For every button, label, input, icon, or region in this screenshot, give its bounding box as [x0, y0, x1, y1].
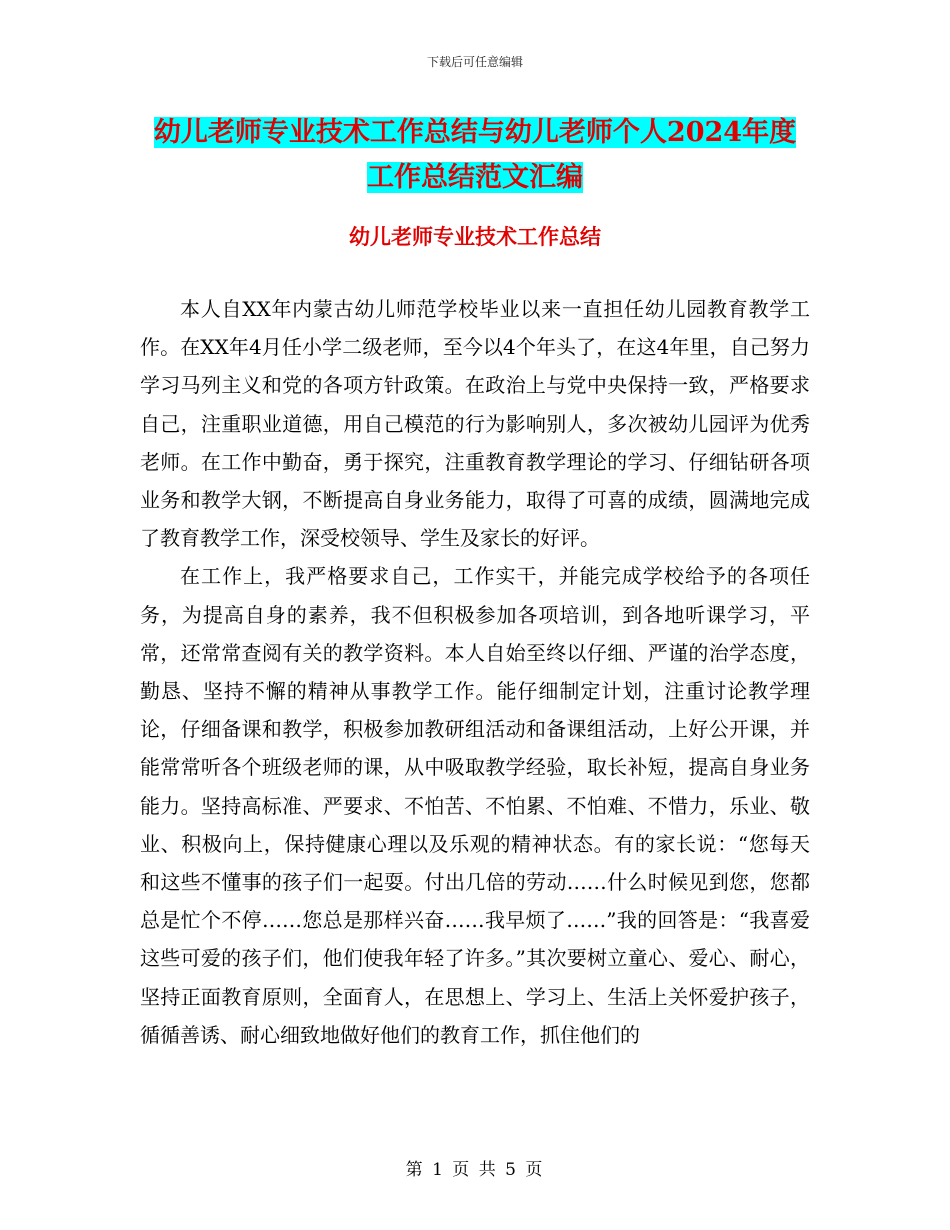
paragraph: 本人自XX年内蒙古幼儿师范学校毕业以来一直担任幼儿园教育教学工作。在XX年4月任小学二级老师，至今以4个年头了，在这4年里，自己努力学习马列主义和党的各项方针政策。在政治上与党中央保持一致，严格要求自己，注重职业道德，用自己模范的行为影响别人，多次被幼儿园评为优秀老师。在工作中勤奋，勇于探究，注重教育教学理论的学习、仔细钻研各项业务和教学大钢，不断提高自身业务能力，取得了可喜的成绩，圆满地完成了教育教学工作，深受校领导、学生及家长的好评。	[140, 297, 810, 551]
document-title-line-2: 工作总结范文汇编	[367, 162, 583, 193]
document-body	[140, 290, 810, 1054]
page-header: 下载后可任意编辑	[426, 55, 523, 69]
section-title: 幼儿老师专业技术工作总结	[349, 224, 601, 249]
page-number: 第 1 页 共 5 页	[405, 1160, 545, 1180]
document-title-line-1: 幼儿老师专业技术工作总结与幼儿老师个人2024年度	[153, 117, 797, 148]
paragraph: 在工作上，我严格要求自己，工作实干，并能完成学校给予的各项任务，为提高自身的素养，我不但积极参加各项培训，到各地听课学习，平常，还常常查阅有关的教学资料。本人自始至终以仔细、严谨的治学态度，勤恳、坚持不懈的精神从事教学工作。能仔细制定计划，注重讨论教学理论，仔细备课和教学，积极参加教研组活动和备课组活动，上好公开课，并能常常听各个班级老师的课，从中吸取教学经验，取长补短，提高自身业务能力。坚持高标准、严要求、不怕苦、不怕累、不怕难、不惜力，乐业、敬业、积极向上，保持健康心理以及乐观的精神状态。有的家长说：“您每天和这些不懂事的孩子们一起耍。付出几倍的劳动……什么时候见到您，您都总是忙个不停……您总是那样兴奋……我早烦了……”我的回答是：“我喜爱这些可爱的孩子们，他们使我年轻了许多。”其次要树立童心、爱心、耐心，坚持正面教育原则，全面育人，在思想上、学习上、生活上关怀爱护孩子，循循善诱、耐心细致地做好他们的教育工作，抓住他们的	[140, 564, 810, 1047]
document-title	[0, 110, 950, 200]
